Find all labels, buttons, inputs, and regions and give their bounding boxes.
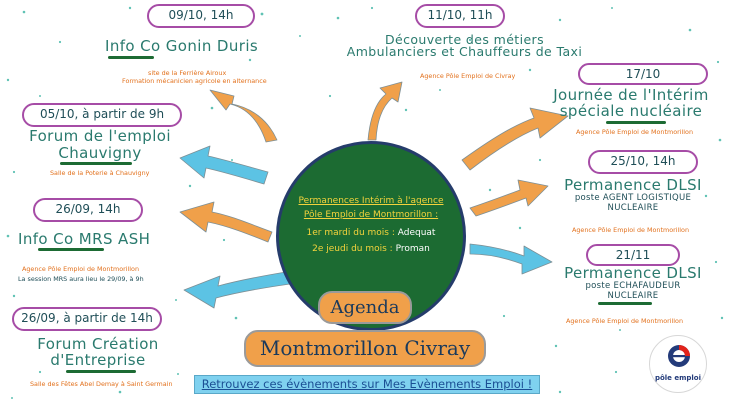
- date-badge-dlsi1: 25/10, 14h: [588, 150, 698, 174]
- underline-dlsi2: [598, 302, 652, 305]
- pole-emploi-logo: [649, 335, 707, 393]
- subtitle-dlsi1-2: NUCLEAIRE: [607, 203, 659, 213]
- arrow-to-dlsi2: [470, 244, 552, 274]
- date-badge-decouverte: 11/10, 11h: [415, 4, 505, 28]
- title-chauvigny-2: Chauvigny: [58, 144, 142, 162]
- agenda-label: Agenda: [318, 291, 412, 324]
- title-decouverte-2: Ambulanciers et Chauffeurs de Taxi: [346, 44, 583, 59]
- location-chauvigny: Salle de la Poterie à Chauvigny: [50, 169, 150, 177]
- center-line-3-label: 1er mardi du mois :: [306, 228, 395, 238]
- center-line-2: Pôle Emploi de Montmorillon :: [303, 210, 439, 220]
- pole-emploi-logo-icon: [667, 344, 691, 368]
- note-mrs: La session MRS aura lieu le 29/09, à 9h: [18, 275, 144, 283]
- title-nucleaire-1: Journée de l'Intérim: [553, 86, 709, 104]
- arrow-to-creation: [184, 272, 290, 308]
- date-badge-creation: 26/09, à partir de 14h: [12, 307, 162, 331]
- arrow-to-mrs: [180, 202, 272, 242]
- underline-gonin: [108, 56, 154, 59]
- arrow-to-decouverte: [368, 82, 402, 140]
- events-link[interactable]: Retrouvez ces évènements sur Mes Evènements Emploi !: [194, 375, 540, 394]
- date-badge-chauvigny: 05/10, à partir de 9h: [22, 103, 182, 127]
- subtitle-dlsi2-2: NUCLEAIRE: [607, 291, 659, 301]
- location-gonin-2: Formation mécanicien agricole en alternance: [122, 77, 267, 85]
- subtitle-dlsi1-1: poste AGENT LOGISTIQUE: [574, 193, 692, 203]
- title-dlsi1: Permanence DLSI: [564, 176, 702, 194]
- center-line-4-value: Proman: [395, 244, 430, 254]
- underline-creation: [66, 370, 136, 373]
- title-mrs: Info Co MRS ASH: [18, 230, 151, 248]
- underline-nucleaire: [606, 121, 666, 124]
- location-mrs: Agence Pôle Emploi de Montmorillon: [22, 265, 140, 273]
- location-dlsi2: Agence Pôle Emploi de Montmorillon: [566, 317, 684, 325]
- underline-mrs: [38, 248, 104, 251]
- location-banner: Montmorillon Civray: [244, 330, 486, 367]
- center-line-4-label: 2e jeudi du mois :: [312, 244, 393, 254]
- center-line-1: Permanences Intérim à l'agence: [298, 196, 444, 206]
- center-line-4: [279, 244, 463, 255]
- title-creation-1: Forum Création: [37, 335, 159, 353]
- date-badge-gonin: 09/10, 14h: [147, 4, 255, 28]
- location-nucleaire: Agence Pôle Emploi de Montmorillon: [576, 128, 694, 136]
- title-nucleaire-2: spéciale nucléaire: [559, 102, 703, 120]
- title-creation-2: d'Entreprise: [50, 351, 146, 369]
- title-chauvigny-1: Forum de l'emploi: [29, 127, 171, 145]
- underline-chauvigny: [60, 162, 132, 165]
- center-line-3-value: Adequat: [397, 228, 436, 238]
- subtitle-dlsi2-1: poste ECHAFAUDEUR: [585, 281, 681, 291]
- date-badge-mrs: 26/09, 14h: [33, 198, 143, 222]
- location-dlsi1: Agence Pôle Emploi de Montmorillon: [572, 226, 690, 234]
- arrow-to-chauvigny: [180, 146, 268, 184]
- title-dlsi2: Permanence DLSI: [564, 264, 702, 282]
- location-creation: Salle des Fêtes Abel Demay à Saint Germain: [30, 380, 173, 388]
- location-decouverte: Agence Pôle Emploi de Civray: [420, 72, 516, 80]
- arrow-to-dlsi1: [470, 180, 548, 216]
- title-gonin: Info Co Gonin Duris: [105, 37, 259, 55]
- title-decouverte-1: Découverte des métiers: [384, 32, 545, 47]
- date-badge-nucleaire: 17/10: [578, 63, 708, 85]
- center-line-3: [279, 228, 463, 239]
- location-gonin-1: site de la Ferrière Airoux: [148, 69, 227, 77]
- date-badge-dlsi2: 21/11: [586, 244, 680, 266]
- arrow-to-gonin: [210, 90, 277, 142]
- pole-emploi-logo-text: pôle emploi: [654, 374, 702, 382]
